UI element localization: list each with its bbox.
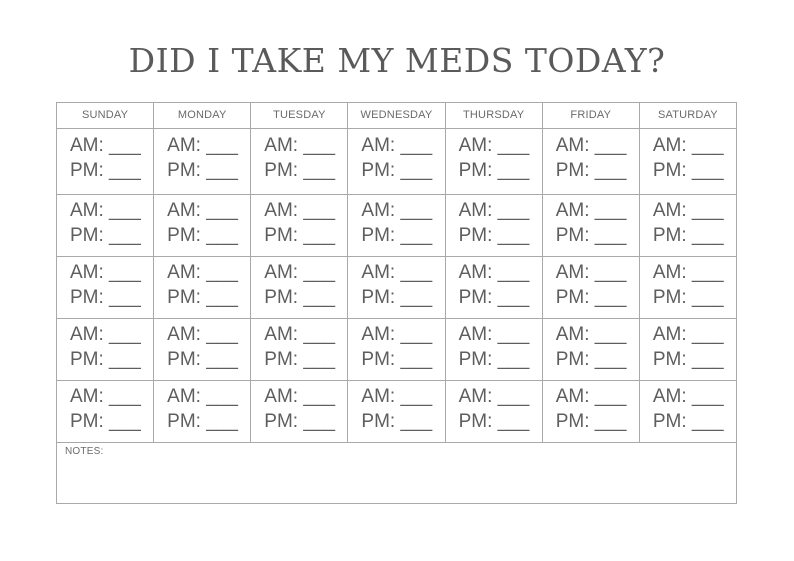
- pm-slot: PM: ___: [167, 225, 238, 246]
- pm-slot: PM: ___: [458, 411, 530, 432]
- pm-slot: PM: ___: [70, 160, 141, 181]
- week-row-1: [57, 129, 736, 195]
- day-cell-monday[interactable]: [154, 129, 251, 194]
- pm-slot: PM: ___: [458, 225, 530, 246]
- day-header-thursday: THURSDAY: [446, 103, 543, 128]
- pm-slot: PM: ___: [70, 349, 141, 370]
- am-slot: AM: ___: [167, 324, 238, 345]
- day-header-wednesday: WEDNESDAY: [348, 103, 445, 128]
- am-slot: AM: ___: [652, 135, 724, 156]
- pm-slot: PM: ___: [652, 349, 724, 370]
- pm-slot: PM: ___: [458, 160, 530, 181]
- day-cell-saturday[interactable]: [640, 257, 736, 318]
- day-cell-saturday[interactable]: [640, 319, 736, 380]
- day-cell-sunday[interactable]: [57, 319, 154, 380]
- am-slot: AM: ___: [652, 200, 724, 221]
- am-slot: AM: ___: [361, 135, 433, 156]
- am-slot: AM: ___: [458, 135, 530, 156]
- am-slot: AM: ___: [167, 200, 238, 221]
- am-slot: AM: ___: [70, 262, 141, 283]
- day-cell-monday[interactable]: [154, 257, 251, 318]
- day-cell-thursday[interactable]: [446, 319, 543, 380]
- day-cell-monday[interactable]: [154, 381, 251, 442]
- day-cell-thursday[interactable]: [446, 381, 543, 442]
- pm-slot: PM: ___: [167, 160, 238, 181]
- pm-slot: PM: ___: [361, 225, 433, 246]
- day-cell-thursday[interactable]: [446, 129, 543, 194]
- pm-slot: PM: ___: [167, 349, 238, 370]
- pm-slot: PM: ___: [652, 225, 724, 246]
- day-cell-tuesday[interactable]: [251, 381, 348, 442]
- am-slot: AM: ___: [70, 386, 141, 407]
- pm-slot: PM: ___: [458, 349, 530, 370]
- am-slot: AM: ___: [555, 386, 627, 407]
- pm-slot: PM: ___: [652, 411, 724, 432]
- day-cell-sunday[interactable]: [57, 381, 154, 442]
- am-slot: AM: ___: [167, 262, 238, 283]
- pm-slot: PM: ___: [361, 349, 433, 370]
- week-row-3: [57, 257, 736, 319]
- am-slot: AM: ___: [361, 386, 433, 407]
- am-slot: AM: ___: [70, 135, 141, 156]
- meds-tracker-grid: [56, 102, 737, 504]
- day-header-saturday: SATURDAY: [657, 109, 718, 121]
- am-slot: AM: ___: [361, 324, 433, 345]
- am-slot: AM: ___: [555, 262, 627, 283]
- am-slot: AM: ___: [652, 386, 724, 407]
- notes-area[interactable]: [57, 443, 736, 503]
- week-row-5: [57, 381, 736, 443]
- pm-slot: PM: ___: [555, 349, 627, 370]
- day-cell-thursday[interactable]: [446, 195, 543, 256]
- day-cell-wednesday[interactable]: [348, 129, 445, 194]
- day-cell-wednesday[interactable]: [348, 319, 445, 380]
- pm-slot: PM: ___: [555, 411, 627, 432]
- day-header-tuesday: TUESDAY: [251, 103, 348, 128]
- pm-slot: PM: ___: [458, 287, 530, 308]
- am-slot: AM: ___: [70, 200, 141, 221]
- day-cell-monday[interactable]: [154, 319, 251, 380]
- day-cell-saturday[interactable]: [640, 129, 736, 194]
- day-cell-sunday[interactable]: [57, 129, 154, 194]
- day-cell-wednesday[interactable]: [348, 195, 445, 256]
- day-cell-thursday[interactable]: [446, 257, 543, 318]
- day-cell-sunday[interactable]: [57, 195, 154, 256]
- day-cell-friday[interactable]: [543, 129, 640, 194]
- pm-slot: PM: ___: [555, 160, 627, 181]
- am-slot: AM: ___: [652, 324, 724, 345]
- notes-label: NOTES:: [65, 446, 104, 457]
- week-row-4: [57, 319, 736, 381]
- am-slot: AM: ___: [264, 135, 336, 156]
- pm-slot: PM: ___: [70, 287, 141, 308]
- pm-slot: PM: ___: [264, 225, 336, 246]
- pm-slot: PM: ___: [167, 287, 238, 308]
- am-slot: AM: ___: [264, 200, 336, 221]
- day-cell-wednesday[interactable]: [348, 381, 445, 442]
- day-cell-friday[interactable]: [543, 257, 640, 318]
- am-slot: AM: ___: [167, 135, 238, 156]
- day-cell-tuesday[interactable]: [251, 257, 348, 318]
- day-cell-tuesday[interactable]: [251, 129, 348, 194]
- pm-slot: PM: ___: [652, 160, 724, 181]
- am-slot: AM: ___: [361, 262, 433, 283]
- weekday-header-row: [57, 103, 736, 129]
- am-slot: AM: ___: [167, 386, 238, 407]
- am-slot: AM: ___: [555, 200, 627, 221]
- pm-slot: PM: ___: [361, 287, 433, 308]
- pm-slot: PM: ___: [361, 411, 433, 432]
- pm-slot: PM: ___: [555, 287, 627, 308]
- pm-slot: PM: ___: [264, 349, 336, 370]
- day-header-monday: MONDAY: [154, 103, 251, 128]
- am-slot: AM: ___: [264, 324, 336, 345]
- pm-slot: PM: ___: [555, 225, 627, 246]
- day-cell-friday[interactable]: [543, 319, 640, 380]
- pm-slot: PM: ___: [264, 160, 336, 181]
- day-cell-saturday[interactable]: [640, 381, 736, 442]
- day-cell-sunday[interactable]: [57, 257, 154, 318]
- day-cell-tuesday[interactable]: [251, 195, 348, 256]
- am-slot: AM: ___: [264, 262, 336, 283]
- pm-slot: PM: ___: [264, 411, 336, 432]
- pm-slot: PM: ___: [70, 225, 141, 246]
- am-slot: AM: ___: [361, 200, 433, 221]
- day-cell-tuesday[interactable]: [251, 319, 348, 380]
- page-title: DID I TAKE MY MEDS TODAY?: [128, 41, 666, 80]
- am-slot: AM: ___: [70, 324, 141, 345]
- pm-slot: PM: ___: [652, 287, 724, 308]
- am-slot: AM: ___: [264, 386, 336, 407]
- week-row-2: [57, 195, 736, 257]
- am-slot: AM: ___: [555, 135, 627, 156]
- day-cell-friday[interactable]: [543, 381, 640, 442]
- am-slot: AM: ___: [458, 324, 530, 345]
- am-slot: AM: ___: [458, 200, 530, 221]
- am-slot: AM: ___: [458, 386, 530, 407]
- day-cell-monday[interactable]: [154, 195, 251, 256]
- pm-slot: PM: ___: [70, 411, 141, 432]
- am-slot: AM: ___: [555, 324, 627, 345]
- am-slot: AM: ___: [652, 262, 724, 283]
- day-header-friday: FRIDAY: [543, 103, 640, 128]
- pm-slot: PM: ___: [361, 160, 433, 181]
- pm-slot: PM: ___: [264, 287, 336, 308]
- pm-slot: PM: ___: [167, 411, 238, 432]
- am-slot: AM: ___: [458, 262, 530, 283]
- day-cell-friday[interactable]: [543, 195, 640, 256]
- day-cell-wednesday[interactable]: [348, 257, 445, 318]
- day-cell-saturday[interactable]: [640, 195, 736, 256]
- day-header-sunday: SUNDAY: [57, 103, 154, 128]
